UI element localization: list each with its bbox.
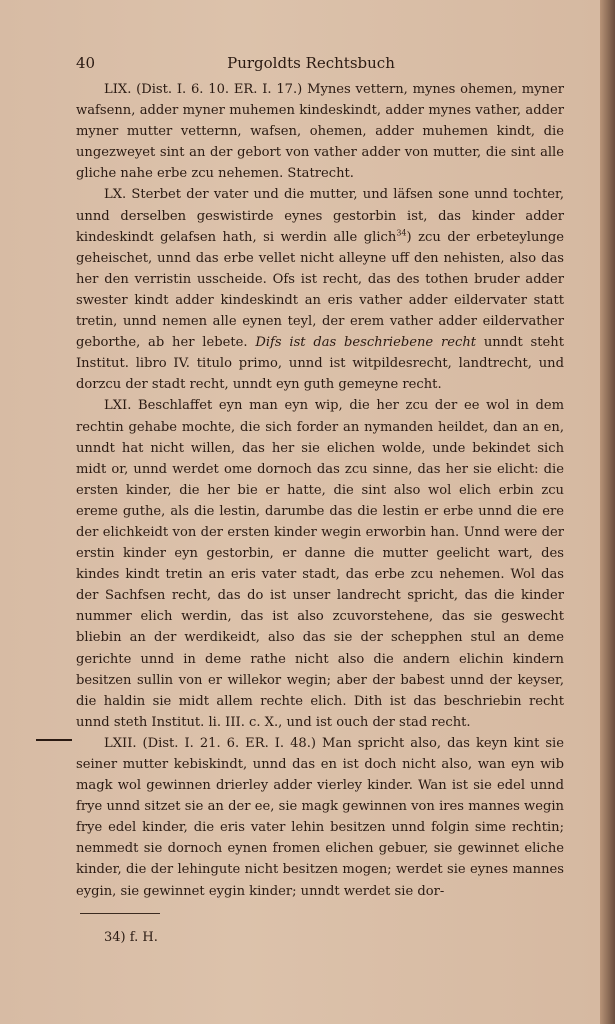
running-title: Purgoldts Rechtsbuch bbox=[227, 54, 395, 72]
paragraph bbox=[76, 184, 564, 395]
paragraph bbox=[76, 395, 564, 733]
footnote: 34) f. H. bbox=[104, 930, 158, 945]
page-edge bbox=[600, 0, 615, 1024]
paragraph bbox=[76, 79, 564, 184]
paragraph bbox=[76, 733, 564, 902]
margin-mark bbox=[36, 739, 72, 741]
body-text bbox=[76, 79, 564, 902]
text-run: LXII. (Dist. I. 21. 6. ER. I. 48.) Man spricht also, das keyn kint sie seiner mutter kebiskindt, unnd das en ist doch nicht also, wan eyn wib magk wol gewinnen drierley adder vierley kinder. Wan ist sie edel unnd frye unnd sitzet sie an der ee, sie magk gewinnen von ires mannes wegin frye edel kinder, die eris vater lehin besitzen unnd folgin sime rechtin; nemmedt sie dornoch eynen fromen elichen gebuer, sie gewinnet eliche kinder, die der lehingute nicht besitzen mogen; werdet sie eynes mannes eygin, sie gewinnet eygin kinder; unndt werdet sie dor- bbox=[76, 735, 564, 899]
text-run: ) zcu der erbeteylunge geheischet, unnd das erbe vellet nicht alleyne uff den nehisten, also das her den verristin usscheide. Ofs ist recht, das des tothen bruder adder swester kindt adder kindeskindt an eris vather adder eildervater statt tretin, unnd nemen alle eynen teyl, der erem vather adder eildervather geborthe, ab her lebete. bbox=[76, 229, 564, 351]
text-run: LX. Sterbet der vater und die mutter, und läfsen sone unnd tochter, unnd derselben geswistirde eynes gestorbin ist, das kinder adder kindeskindt gelafsen hath, si werdin alle glich bbox=[76, 187, 564, 245]
footnote-rule bbox=[80, 913, 160, 914]
text-run: LIX. (Dist. I. 6. 10. ER. I. 17.) Mynes vettern, mynes ohemen, myner wafsenn, adder myner muhemen kindeskindt, adder mynes vather, adder myner mutter vetternn, wafsen, ohemen, adder muhemen kindt, die ungezweyet sint an der gebort von vather adder von mutter, die sint alle gliche nahe erbe zcu nehemen. Statrecht. bbox=[76, 82, 564, 182]
text-run: LXI. Beschlaffet eyn man eyn wip, die her zcu der ee wol in dem rechtin gehabe mochte, die sich forder an nymanden heildet, dan an en, unndt hat nicht willen, das her sie elichen wolde, unde bekindet sich midt or, unnd werdet ome dornoch das zcu sinne, das her sie elicht: die ersten kinder, die her bie er hatte, die sint also wol elich erbin zcu ereme guthe, als die lestin, darumbe das die lestin er erbe unnd die ere der elichkeidt von der ersten kinder wegin erworbin han. Unnd were der erstin kinder eyn gestorbin, er danne die mutter geelicht wart, des kindes kindt tretin an eris vater stadt, das erbe zcu nehemen. Wol das der Sachfsen recht, das do ist unser landrecht spricht, das die kinder nummer elich werdin, das ist also zcuvorstehene, das sie geswecht bliebin an der werdikeidt, also das sie der schepphen stul an deme gerichte unnd in deme rathe nicht also die andern elichin kindern besitzen sullin von er willekor wegin; aber der babest unnd der keyser, die haldin sie midt allem rechte elich. Dith ist das beschriebin recht unnd steth Institut. li. III. c. X., und ist ouch der stad recht. bbox=[76, 398, 564, 730]
footnote-ref[interactable]: 34 bbox=[396, 228, 407, 238]
text-run: unndt steht Institut. libro IV. titulo primo, unnd ist witpildesrecht, landtrecht, und dorzcu der stadt recht, unndt eyn guth gemeyne recht. bbox=[76, 335, 564, 393]
page-number: 40 bbox=[76, 54, 96, 72]
page-header bbox=[76, 54, 546, 78]
italic-text: Difs ist das beschriebene recht bbox=[255, 335, 477, 351]
